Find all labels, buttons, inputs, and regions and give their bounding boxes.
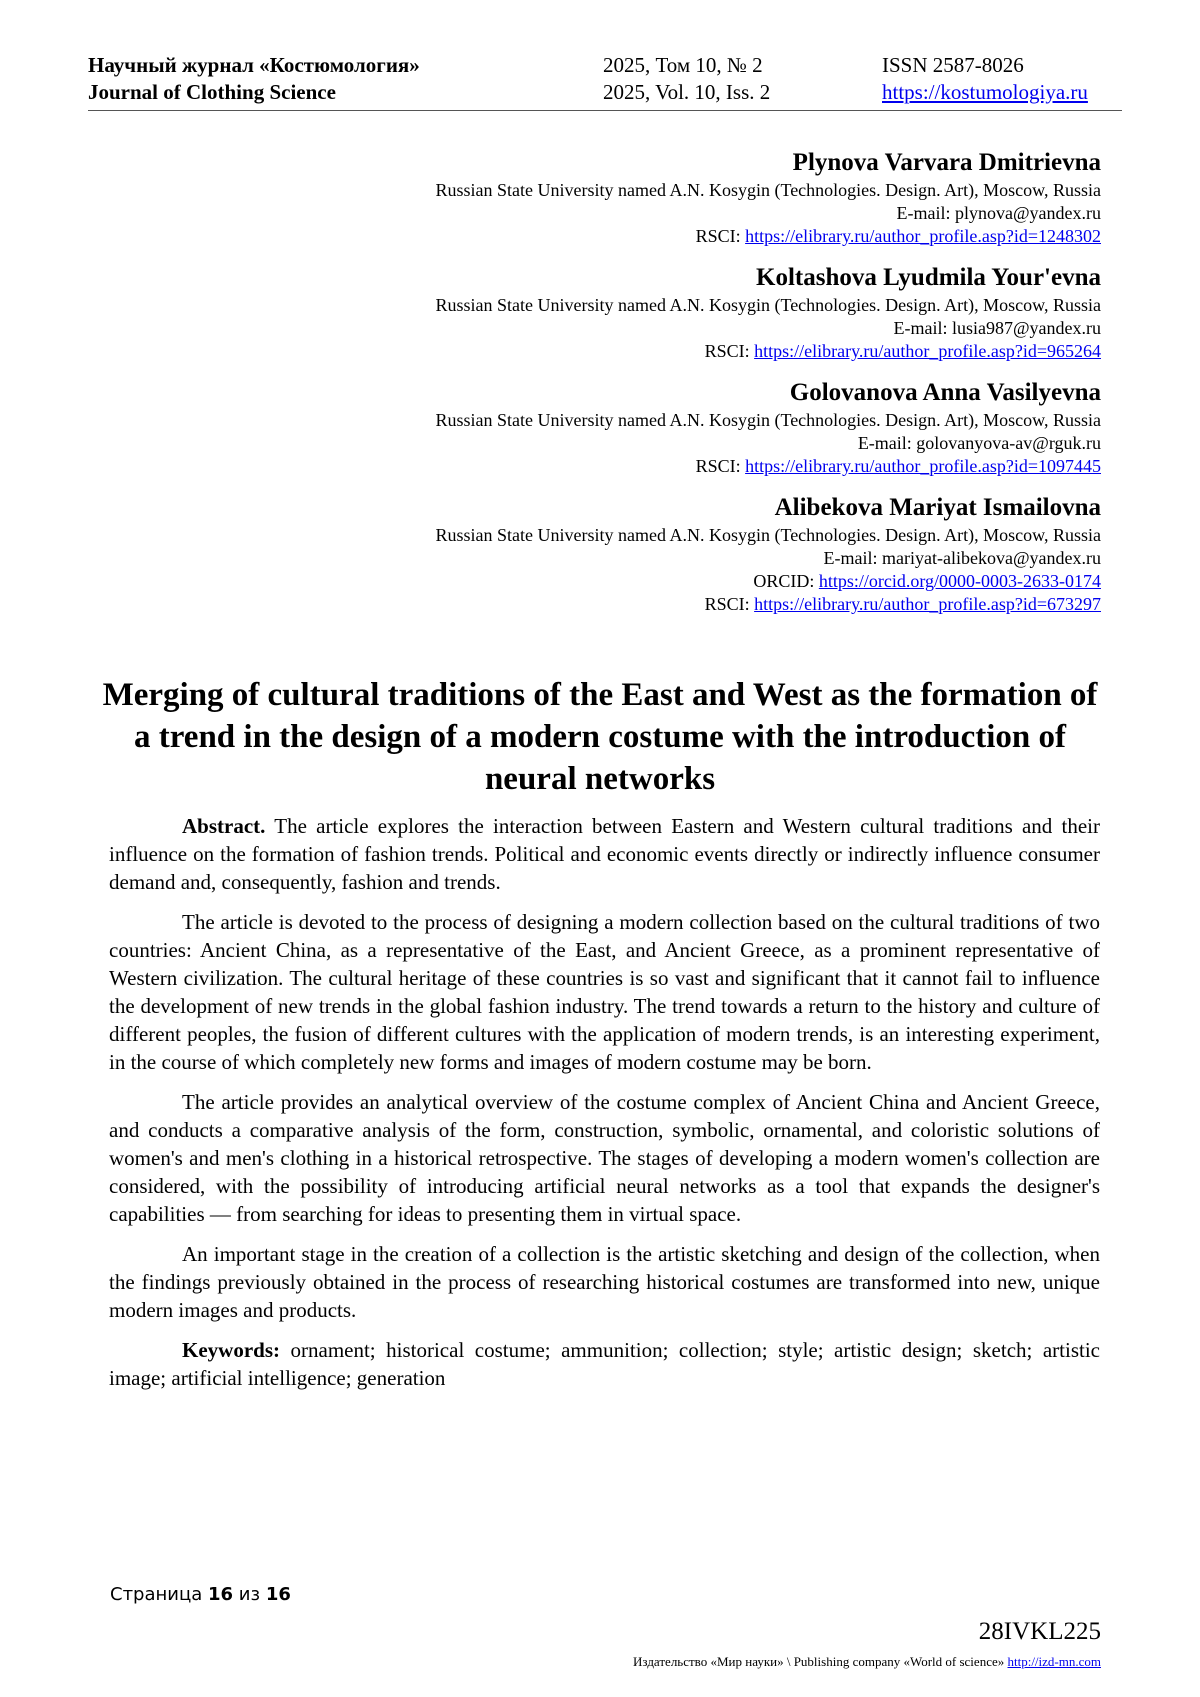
- rsci-link[interactable]: https://elibrary.ru/author_profile.asp?id=1097445: [745, 456, 1101, 476]
- author-block: [201, 492, 1101, 616]
- page-total: 16: [265, 1584, 291, 1605]
- rsci-label: RSCI:: [704, 341, 750, 361]
- publisher-text: Издательство «Мир науки» \ Publishing company «World of science»: [633, 1654, 1005, 1669]
- author-email: E-mail: lusia987@yandex.ru: [893, 318, 1101, 338]
- author-rsci: [201, 593, 1101, 616]
- journal-site-link[interactable]: https://kostumologiya.ru: [882, 80, 1088, 104]
- author-name: Golovanova Anna Vasilyevna: [789, 379, 1101, 406]
- orcid-link[interactable]: https://orcid.org/0000-0003-2633-0174: [818, 571, 1101, 591]
- author-rsci: [201, 455, 1101, 478]
- rsci-link[interactable]: https://elibrary.ru/author_profile.asp?id=1248302: [745, 226, 1101, 246]
- rsci-link[interactable]: https://elibrary.ru/author_profile.asp?id=965264: [754, 341, 1101, 361]
- authors-section: [201, 147, 1101, 630]
- abstract-paragraph: The article is devoted to the process of designing a modern collection based on the cultural traditions of two countries: Ancient China, as a representative of the East, and Ancient Greece, as a prominent representative of Western civilization. The cultural heritage of these countries is so vast and significant that it cannot fail to influence the development of new trends in the global fashion industry. The trend towards a return to the history and culture of different peoples, the fusion of different cultures with the application of modern trends, is an interesting experiment, in the course of which completely new forms and images of modern costume may be born.: [109, 910, 1100, 1074]
- rsci-label: RSCI:: [695, 226, 741, 246]
- author-affiliation: Russian State University named A.N. Kosygin (Technologies. Design. Art), Moscow, Russia: [435, 180, 1101, 200]
- author-orcid: [201, 570, 1101, 593]
- author-block: [201, 377, 1101, 478]
- journal-name-en: Journal of Clothing Science: [88, 80, 336, 104]
- rsci-label: RSCI:: [695, 456, 741, 476]
- abstract-paragraph: An important stage in the creation of a collection is the artistic sketching and design of the collection, when the findings previously obtained in the process of researching historical costumes are transformed into new, unique modern images and products.: [109, 1242, 1100, 1322]
- abstract-section: [109, 812, 1100, 1404]
- author-name: Koltashova Lyudmila Your'evna: [756, 264, 1101, 291]
- page-of: из: [238, 1584, 261, 1605]
- abstract-paragraph: The article provides an analytical overview of the costume complex of Ancient China and Ancient Greece, and conducts a comparative analysis of the form, construction, symbolic, ornamental, and coloristic solutions of women's and men's clothing in a historical retrospective. The stages of developing a modern women's collection are considered, with the possibility of introducing artificial neural networks as a tool that expands the designer's capabilities — from searching for ideas to presenting them in virtual space.: [109, 1090, 1100, 1226]
- author-name: Plynova Varvara Dmitrievna: [792, 149, 1101, 176]
- publisher-link[interactable]: http://izd-mn.com: [1007, 1654, 1101, 1669]
- author-block: [201, 262, 1101, 363]
- issue-ru: 2025, Том 10, № 2: [603, 53, 763, 77]
- issue-block: [603, 52, 770, 106]
- author-affiliation: Russian State University named A.N. Kosygin (Technologies. Design. Art), Moscow, Russia: [435, 295, 1101, 315]
- author-rsci: [201, 225, 1101, 248]
- author-email: E-mail: mariyat-alibekova@yandex.ru: [823, 548, 1101, 568]
- author-affiliation: Russian State University named A.N. Kosygin (Technologies. Design. Art), Moscow, Russia: [435, 525, 1101, 545]
- rsci-link[interactable]: https://elibrary.ru/author_profile.asp?id=673297: [754, 594, 1101, 614]
- author-rsci: [201, 340, 1101, 363]
- keywords-text: ornament; historical costume; ammunition; collection; style; artistic design; sketch; artistic image; artificial intelligence; generation: [109, 1338, 1100, 1390]
- author-name: Alibekova Mariyat Ismailovna: [774, 494, 1101, 521]
- issn: ISSN 2587-8026: [882, 53, 1024, 77]
- abstract-paragraph: [109, 812, 1100, 896]
- abstract-text: The article explores the interaction between Eastern and Western cultural traditions and their influence on the formation of fashion trends. Political and economic events directly or indirectly influence consumer demand and, consequently, fashion and trends.: [109, 814, 1100, 894]
- page-number: [110, 1584, 291, 1605]
- author-email: E-mail: golovanyova-av@rguk.ru: [857, 433, 1101, 453]
- article-code: 28IVKL225: [978, 1618, 1101, 1645]
- issn-block: [882, 52, 1088, 106]
- publisher-line: [633, 1654, 1101, 1670]
- page-current: 16: [208, 1584, 234, 1605]
- journal-name-block: [88, 52, 420, 106]
- keywords-label: Keywords:: [182, 1338, 280, 1362]
- author-affiliation: Russian State University named A.N. Kosygin (Technologies. Design. Art), Moscow, Russia: [435, 410, 1101, 430]
- keywords-paragraph: [109, 1336, 1100, 1392]
- rsci-label: RSCI:: [704, 594, 750, 614]
- journal-header: [88, 52, 1122, 111]
- author-email: E-mail: plynova@yandex.ru: [896, 203, 1101, 223]
- page-prefix: Страница: [110, 1584, 203, 1605]
- article-title: Merging of cultural traditions of the East and West as the formation of a trend in the design of a modern costume with the introduction of neural networks: [102, 677, 1098, 797]
- issue-en: 2025, Vol. 10, Iss. 2: [603, 80, 771, 104]
- author-block: [201, 147, 1101, 248]
- journal-name-ru: Научный журнал «Костюмология»: [88, 53, 420, 77]
- orcid-label: ORCID:: [753, 571, 815, 591]
- abstract-label: Abstract.: [182, 814, 266, 838]
